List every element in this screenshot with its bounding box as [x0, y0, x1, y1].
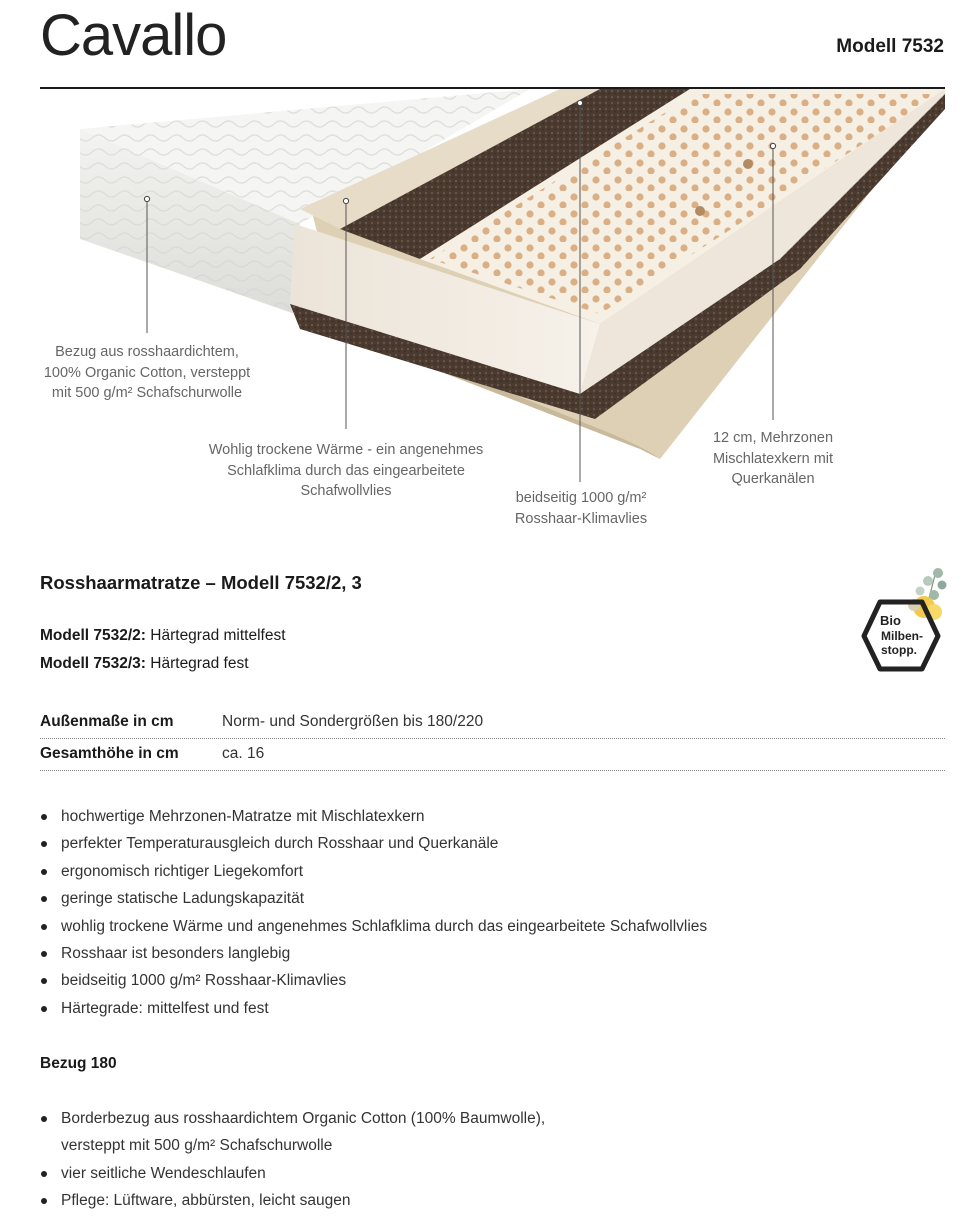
list-item: geringe statische Ladungskapazität — [40, 885, 707, 912]
list-item-line: Borderbezug aus rosshaardichtem Organic Cotton (100% Baumwolle), — [61, 1110, 546, 1127]
list-item: hochwertige Mehrzonen-Matratze mit Mischlatexkern — [40, 803, 707, 830]
callout-cover — [40, 342, 254, 404]
list-item: wohlig trockene Wärme und angenehmes Schlafklima durch das eingearbeitete Schafwollvlies — [40, 913, 707, 940]
list-item — [40, 1105, 545, 1160]
badge-line-bio: Bio — [880, 613, 901, 628]
feature-list — [40, 803, 707, 1022]
variant-value: Härtegrad fest — [150, 655, 249, 672]
list-item: Pflege: Lüftware, abbürsten, leicht saugen — [40, 1187, 545, 1214]
callout-wool — [196, 440, 496, 502]
callout-horsehair-line: Rosshaar-Klimavlies — [514, 510, 648, 527]
cover-feature-list — [40, 1105, 545, 1215]
callout-cover-line: Bezug aus rosshaardichtem, — [55, 344, 239, 360]
cover-heading: Bezug 180 — [40, 1055, 117, 1072]
table-divider — [40, 770, 945, 771]
callout-core-line: Mischlatexkern mit — [712, 450, 834, 467]
list-item: ergonomisch richtiger Liegekomfort — [40, 858, 707, 885]
model-number: Modell 7532 — [836, 36, 944, 57]
list-item-line: versteppt mit 500 g/m² Schafschurwolle — [61, 1137, 333, 1155]
list-item: vier seitliche Wendeschlaufen — [40, 1160, 545, 1187]
list-item: Rosshaar ist besonders langlebig — [40, 940, 707, 967]
bio-milbenstopp-badge-icon — [858, 565, 952, 675]
badge-line-stopp: stopp. — [881, 643, 917, 657]
callout-core-line: Querkanälen — [731, 471, 815, 487]
list-item: beidseitig 1000 g/m² Rosshaar-Klimavlies — [40, 967, 707, 994]
spec-label: Gesamthöhe in cm — [40, 745, 179, 762]
spec-value: ca. 16 — [222, 745, 265, 762]
callout-wool-line: Schafwollvlies — [300, 483, 392, 499]
callout-core-line: 12 cm, Mehrzonen — [712, 430, 834, 446]
callout-horsehair — [490, 488, 672, 529]
spec-label: Außenmaße in cm — [40, 713, 174, 730]
product-heading: Rosshaarmatratze – Modell 7532/2, 3 — [40, 572, 362, 593]
variant-label: Modell 7532/3: — [40, 655, 146, 672]
callout-wool-line: Wohlig trockene Wärme - ein angenehmes — [208, 442, 484, 458]
callout-cover-line: 100% Organic Cotton, versteppt — [43, 364, 251, 381]
callout-core — [693, 428, 853, 490]
spec-value: Norm- und Sondergrößen bis 180/220 — [222, 713, 484, 730]
variant-value: Härtegrad mittelfest — [150, 627, 286, 644]
variant-row — [40, 627, 286, 645]
variant-label: Modell 7532/2: — [40, 627, 146, 644]
list-item: perfekter Temperaturausgleich durch Rosshaar und Querkanäle — [40, 830, 707, 857]
table-divider — [40, 738, 945, 739]
badge-line-milben: Milben- — [881, 629, 923, 643]
callout-wool-line: Schlafklima durch das eingearbeitete — [227, 462, 465, 479]
product-title: Cavallo — [40, 3, 227, 68]
variant-row — [40, 655, 249, 673]
callout-cover-line: mit 500 g/m² Schafschurwolle — [51, 385, 243, 401]
callout-horsehair-line: beidseitig 1000 g/m² — [515, 490, 647, 506]
list-item: Härtegrade: mittelfest und fest — [40, 995, 707, 1022]
